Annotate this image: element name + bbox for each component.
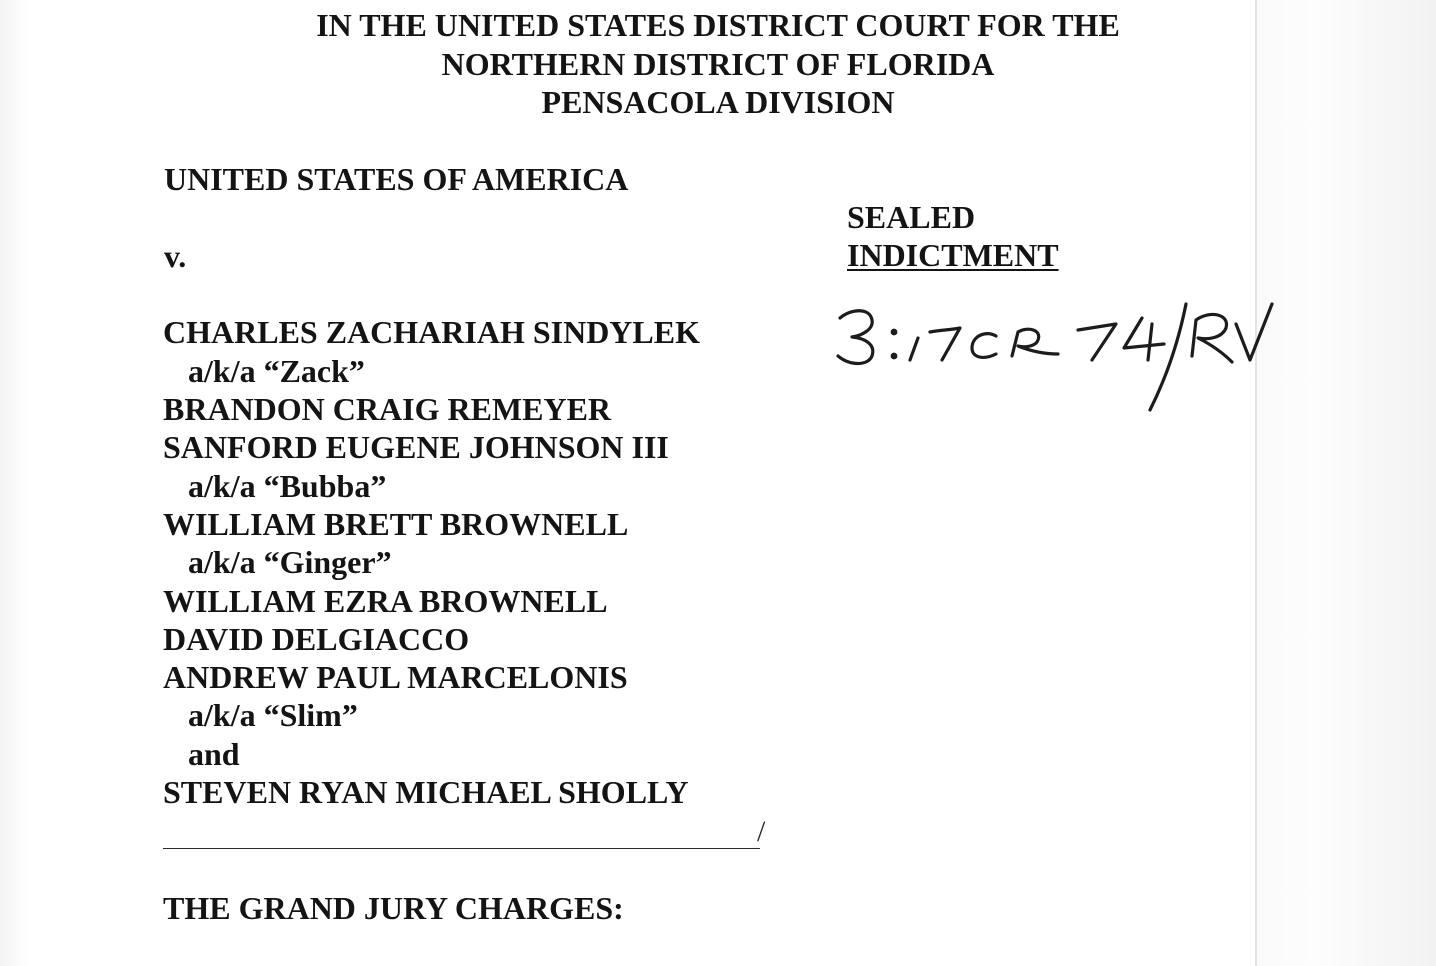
hw-digit-1 (910, 338, 918, 360)
hw-letter-c (972, 334, 996, 358)
hw-digit-7 (930, 328, 960, 360)
indictment-label: INDICTMENT (847, 237, 1059, 273)
defendant-name: WILLIAM BRETT BROWNELL (163, 506, 629, 542)
caption-closing-line (163, 848, 760, 849)
scan-left-shadow (0, 0, 30, 966)
hw-digit-7b (1078, 324, 1116, 360)
defendant-name: CHARLES ZACHARIAH SINDYLEK (163, 314, 700, 350)
caption-closing-slash: / (757, 815, 766, 848)
hw-letter-v (1236, 304, 1272, 360)
court-header-line-3: PENSACOLA DIVISION (541, 84, 895, 120)
defendant-name: DAVID DELGIACCO (163, 621, 470, 657)
sealed-label: SEALED (847, 199, 976, 235)
defendant-alias: a/k/a “Zack” (188, 353, 365, 389)
page-edge-line (1255, 0, 1257, 966)
scan-right-margin (1255, 0, 1436, 966)
court-header-line-2: NORTHERN DISTRICT OF FLORIDA (441, 46, 995, 82)
defendant-name: SANFORD EUGENE JOHNSON III (163, 429, 669, 465)
court-header-line-1: IN THE UNITED STATES DISTRICT COURT FOR THE (316, 7, 1120, 43)
hw-letter-r2 (1192, 314, 1232, 362)
grand-jury-charges-heading: THE GRAND JURY CHARGES: (163, 890, 624, 926)
versus-label: v. (164, 238, 187, 274)
hw-letter-r (1012, 329, 1058, 356)
defendant-alias: a/k/a “Bubba” (188, 468, 387, 504)
defendant-name: BRANDON CRAIG REMEYER (163, 391, 612, 427)
plaintiff-name: UNITED STATES OF AMERICA (164, 161, 629, 197)
conjunction-and: and (188, 736, 240, 772)
hw-digit-4 (1124, 318, 1164, 360)
defendant-alias: a/k/a “Slim” (188, 697, 358, 733)
defendant-name: STEVEN RYAN MICHAEL SHOLLY (163, 774, 689, 810)
defendant-alias: a/k/a “Ginger” (188, 544, 392, 580)
hw-digit-3 (838, 311, 873, 364)
defendant-name: ANDREW PAUL MARCELONIS (163, 659, 628, 695)
hw-colon-top (892, 330, 896, 334)
handwritten-case-number (830, 290, 1290, 420)
defendant-name: WILLIAM EZRA BROWNELL (163, 583, 608, 619)
hw-slash (1150, 304, 1186, 410)
hw-colon-bottom (892, 354, 896, 358)
